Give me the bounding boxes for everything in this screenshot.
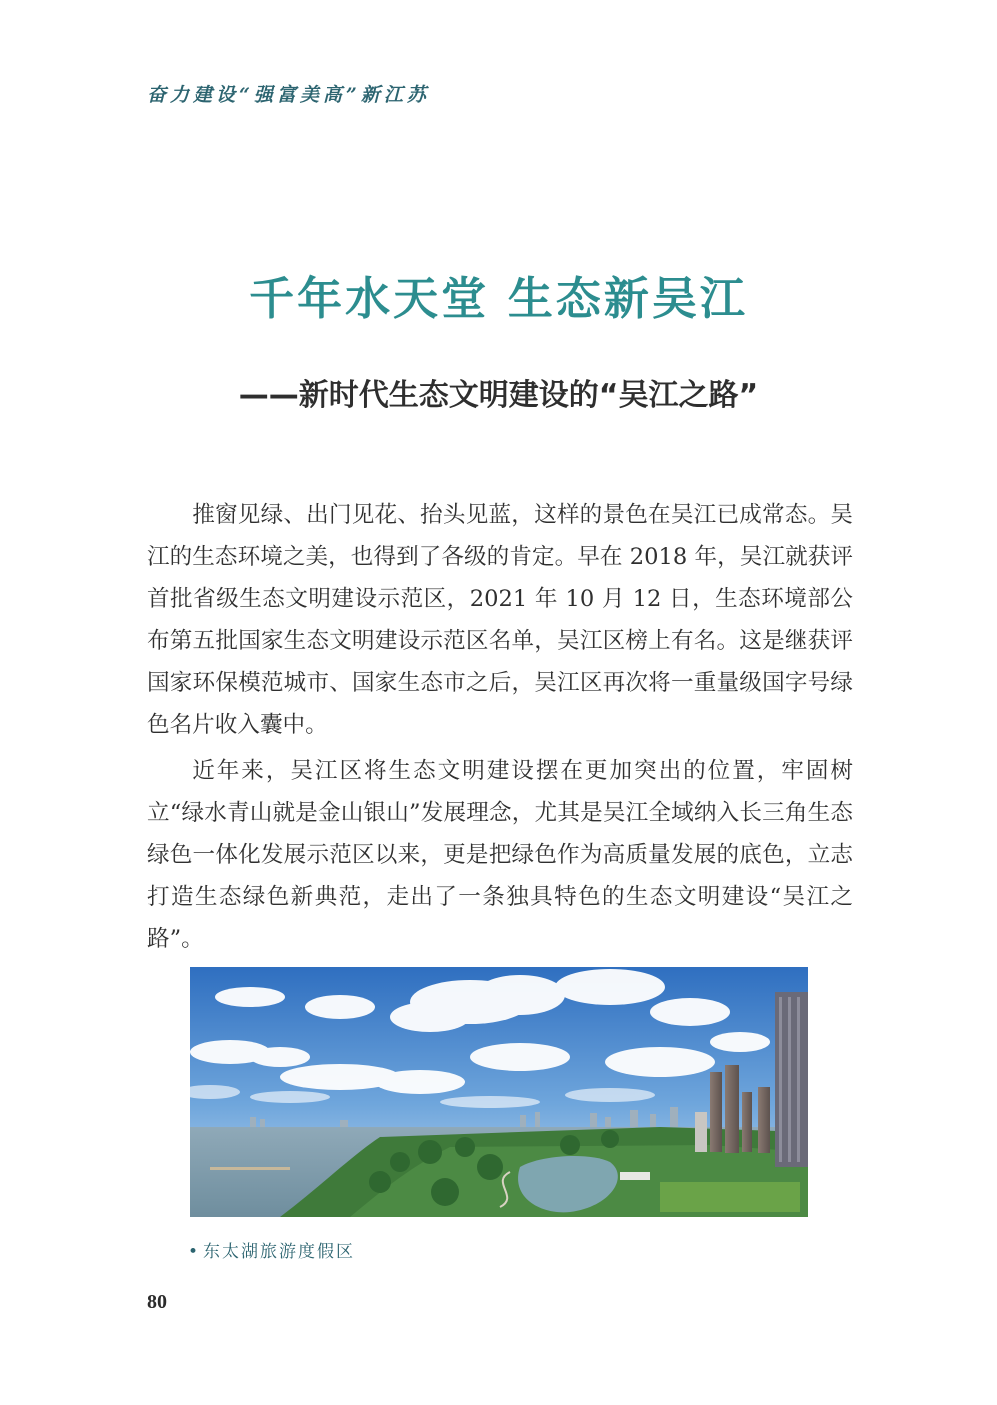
- caption-bullet: •: [188, 1242, 201, 1262]
- page-number: 80: [147, 1291, 167, 1313]
- article-subtitle: ——新时代生态文明建设的“吴江之路”: [238, 378, 759, 413]
- paragraph-1: 推窗见绿、出门见花、抬头见蓝，这样的景色在吴江已成常态。吴江的生态环境之美，也得到了各级的肯定。早在 2018 年，吴江就获评首批省级生态文明建设示范区，2021 年 10 月 12 日，生态环境部公布第五批国家生态文明建设示范区名单，吴江区榜上有名。这是继获评国家环保模范城市、国家生态市之后，吴江区再次将一重量级国字号绿色名片收入囊中。: [147, 502, 853, 738]
- article-body: [147, 494, 853, 964]
- article-title: 千年水天堂 生态新吴江: [249, 272, 748, 325]
- caption-text: 东太湖旅游度假区: [203, 1242, 356, 1262]
- figure-caption: [188, 1237, 355, 1262]
- paragraph-2: 近年来，吴江区将生态文明建设摆在更加突出的位置，牢固树立“绿水青山就是金山银山”发展理念，尤其是吴江全域纳入长三角生态绿色一体化发展示范区以来，更是把绿色作为高质量发展的底色，立志打造生态绿色新典范，走出了一条独具特色的生态文明建设“吴江之路”。: [147, 758, 853, 952]
- running-header: 奋力建设“强富美高”新江苏: [147, 84, 430, 106]
- lake-resort-photo: [190, 967, 808, 1217]
